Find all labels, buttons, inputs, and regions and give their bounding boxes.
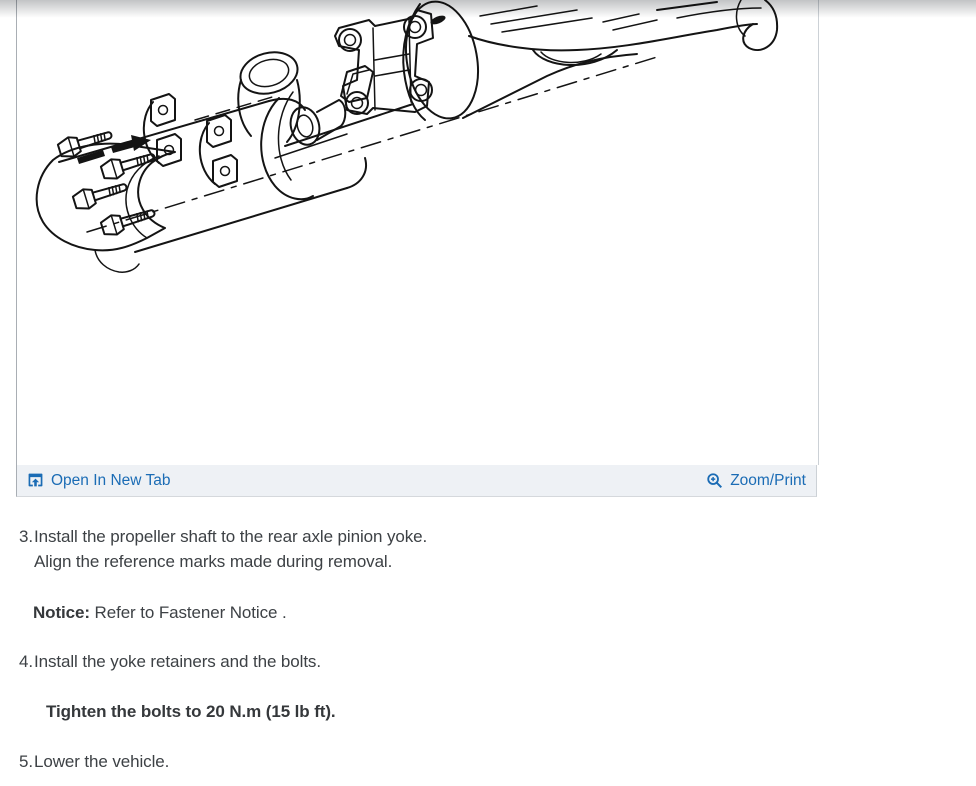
step-item-4 [19,649,321,674]
step-number: 3. [19,527,33,546]
propeller-shaft-diagram [17,0,818,465]
step-text: Install the yoke retainers and the bolts. [34,652,321,671]
yoke-retainers [144,94,237,187]
open-in-new-tab-link[interactable] [27,472,170,490]
step-text: Align the reference marks made during removal. [34,552,393,571]
open-in-browser-icon [27,472,44,489]
step-text: Lower the vehicle. [34,752,170,771]
notice-label: Notice: [33,603,90,622]
step-number: 5. [19,752,33,771]
step-number: 4. [19,652,33,671]
torque-note: Tighten the bolts to 20 N.m (15 lb ft). [46,702,336,721]
notice-text: Refer to Fastener Notice . [89,603,287,622]
step-text: Install the propeller shaft to the rear axle pinion yoke. [34,527,428,546]
zoom-in-icon [706,472,723,489]
centerlines [87,57,657,232]
pinion-yoke-flange [335,10,433,114]
open-in-new-tab-label: Open In New Tab [51,471,171,489]
zoom-print-label: Zoom/Print [730,471,806,489]
figure-area [16,0,819,465]
image-viewer-panel [16,0,819,497]
axle-housing [463,0,777,118]
viewer-toolbar [16,465,817,497]
step-item-5 [19,749,169,774]
notice-line [33,600,287,625]
step-line [19,524,427,549]
step-item-3 [19,524,427,574]
zoom-print-link[interactable] [706,472,806,490]
